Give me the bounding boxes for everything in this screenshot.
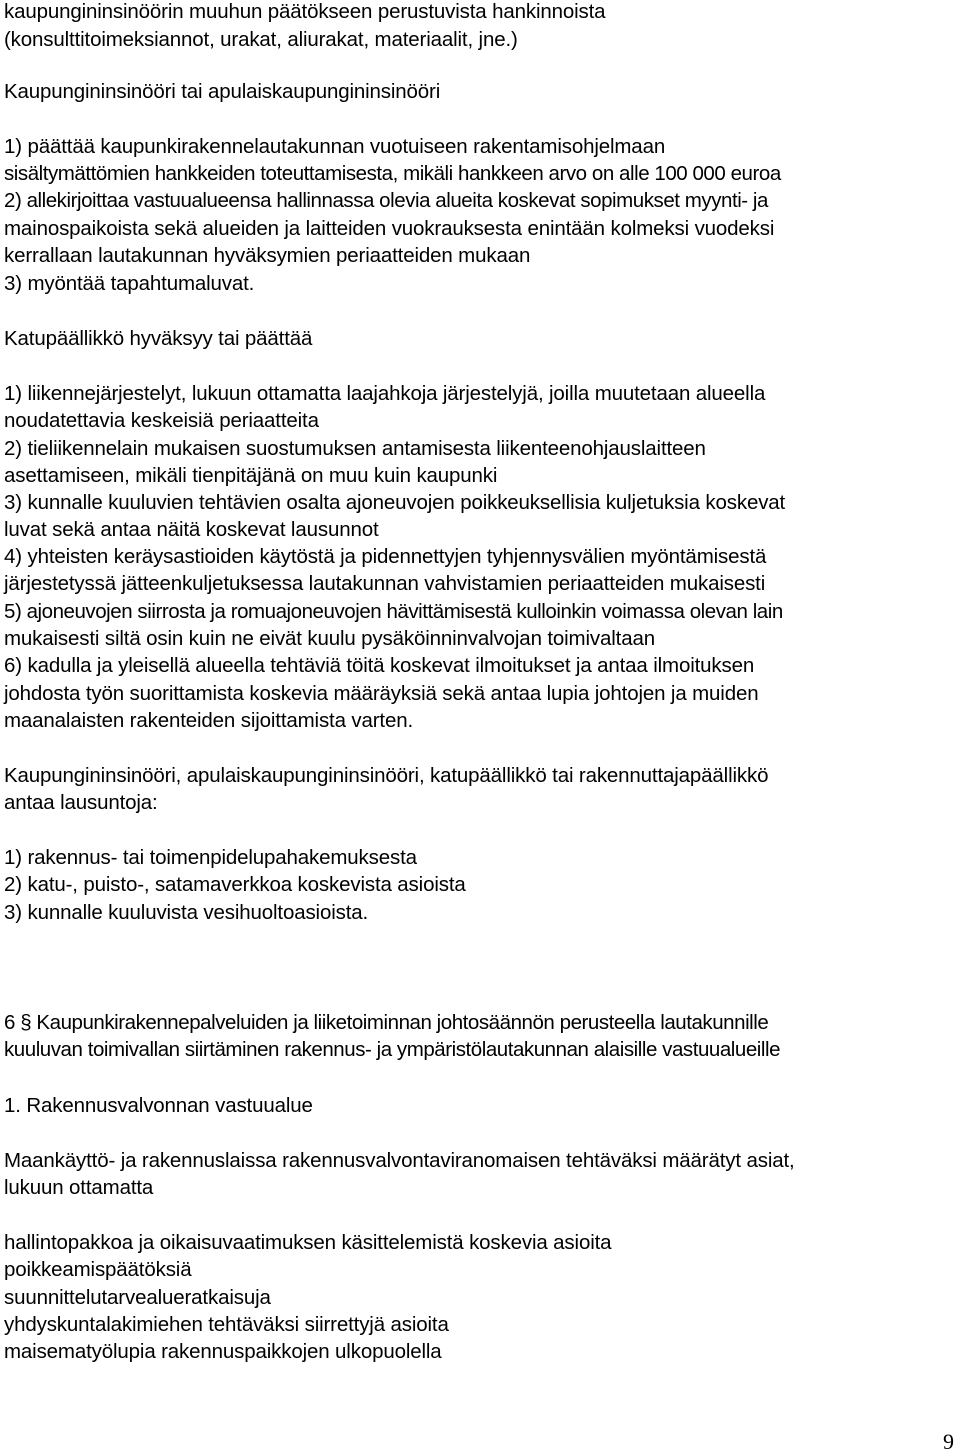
text-line: sisältymättömien hankkeiden toteuttamisesta, mikäli hankkeen arvo on alle 100 000 euroa xyxy=(4,162,781,185)
section-heading: Kaupungininsinööri tai apulaiskaupungininsinööri xyxy=(4,80,441,103)
subsection-heading: 1. Rakennusvalvonnan vastuualue xyxy=(4,1094,313,1117)
text-line: kerrallaan lautakunnan hyväksymien periaatteiden mukaan xyxy=(4,244,531,267)
list-item: suunnittelutarvealueratkaisuja xyxy=(4,1286,271,1309)
text-line: 3) kunnalle kuuluvien tehtävien osalta ajoneuvojen poikkeuksellisia kuljetuksia koskevat xyxy=(4,491,786,514)
text-line: 3) myöntää tapahtumaluvat. xyxy=(4,272,255,295)
text-line: 4) yhteisten keräysastioiden käytöstä ja pidennettyjen tyhjennysvälien myöntämisestä xyxy=(4,545,767,568)
text-line: antaa lausuntoja: xyxy=(4,791,158,814)
text-line: 2) tieliikennelain mukaisen suostumuksen antamisesta liikenteenohjauslaitteen xyxy=(4,437,706,460)
text-line: noudatettavia keskeisiä periaatteita xyxy=(4,409,319,432)
list-item: yhdyskuntalakimiehen tehtäväksi siirrettyjä asioita xyxy=(4,1313,449,1336)
text-line: Kaupungininsinööri, apulaiskaupungininsinööri, katupäällikkö tai rakennuttajapäällikkö xyxy=(4,764,769,787)
text-line: mukaisesti siltä osin kuin ne eivät kuulu pysäköinninvalvojan toimivaltaan xyxy=(4,627,655,650)
section-heading: 6 § Kaupunkirakennepalveluiden ja liiketoiminnan johtosäännön perusteella lautakunnille xyxy=(4,1011,769,1034)
text-line: 1) päättää kaupunkirakennelautakunnan vuotuiseen rakentamisohjelmaan xyxy=(4,135,666,158)
text-line: maanalaisten rakenteiden sijoittamista varten. xyxy=(4,709,414,732)
section-heading: kuuluvan toimivallan siirtäminen rakennus- ja ympäristölautakunnan alaisille vastuualueille xyxy=(4,1038,781,1061)
text-line: 5) ajoneuvojen siirrosta ja romuajoneuvojen hävittämisestä kulloinkin voimassa olevan lain xyxy=(4,600,783,623)
text-line: lukuun ottamatta xyxy=(4,1176,154,1199)
text-line: (konsulttitoimeksiannot, urakat, aliurakat, materiaalit, jne.) xyxy=(4,28,518,51)
list-item: poikkeamispäätöksiä xyxy=(4,1258,192,1281)
list-item: 2) katu-, puisto-, satamaverkkoa koskevista asioista xyxy=(4,873,466,896)
list-item: 3) kunnalle kuuluvista vesihuoltoasioista. xyxy=(4,901,369,924)
list-item: 1) rakennus- tai toimenpidelupahakemuksesta xyxy=(4,846,417,869)
text-line: 1) liikennejärjestelyt, lukuun ottamatta laajahkoja järjestelyjä, joilla muutetaan alueella xyxy=(4,382,766,405)
text-line: luvat sekä antaa näitä koskevat lausunnot xyxy=(4,518,379,541)
text-line: asettamiseen, mikäli tienpitäjänä on muu kuin kaupunki xyxy=(4,464,498,487)
list-item: hallintopakkoa ja oikaisuvaatimuksen käsittelemistä koskevia asioita xyxy=(4,1231,612,1254)
text-line: kaupungininsinöörin muuhun päätökseen perustuvista hankinnoista xyxy=(4,0,606,23)
text-line: Maankäyttö- ja rakennuslaissa rakennusvalvontaviranomaisen tehtäväksi määrätyt asiat, xyxy=(4,1149,795,1172)
text-line: 6) kadulla ja yleisellä alueella tehtäviä töitä koskevat ilmoitukset ja antaa ilmoituksen xyxy=(4,654,755,677)
text-line: järjestetyssä jätteenkuljetuksessa lautakunnan vahvistamien periaatteiden mukaisesti xyxy=(4,572,766,595)
page-number: 9 xyxy=(943,1429,954,1454)
text-line: 2) allekirjoittaa vastuualueensa hallinnassa olevia alueita koskevat sopimukset myynti- ja xyxy=(4,189,768,212)
text-line: johdosta työn suorittamista koskevia määräyksiä sekä antaa lupia johtojen ja muiden xyxy=(4,682,759,705)
text-line: mainospaikoista sekä alueiden ja laitteiden vuokrauksesta enintään kolmeksi vuodeksi xyxy=(4,217,775,240)
section-heading: Katupäällikkö hyväksyy tai päättää xyxy=(4,327,313,350)
list-item: maisematyölupia rakennuspaikkojen ulkopuolella xyxy=(4,1340,442,1363)
